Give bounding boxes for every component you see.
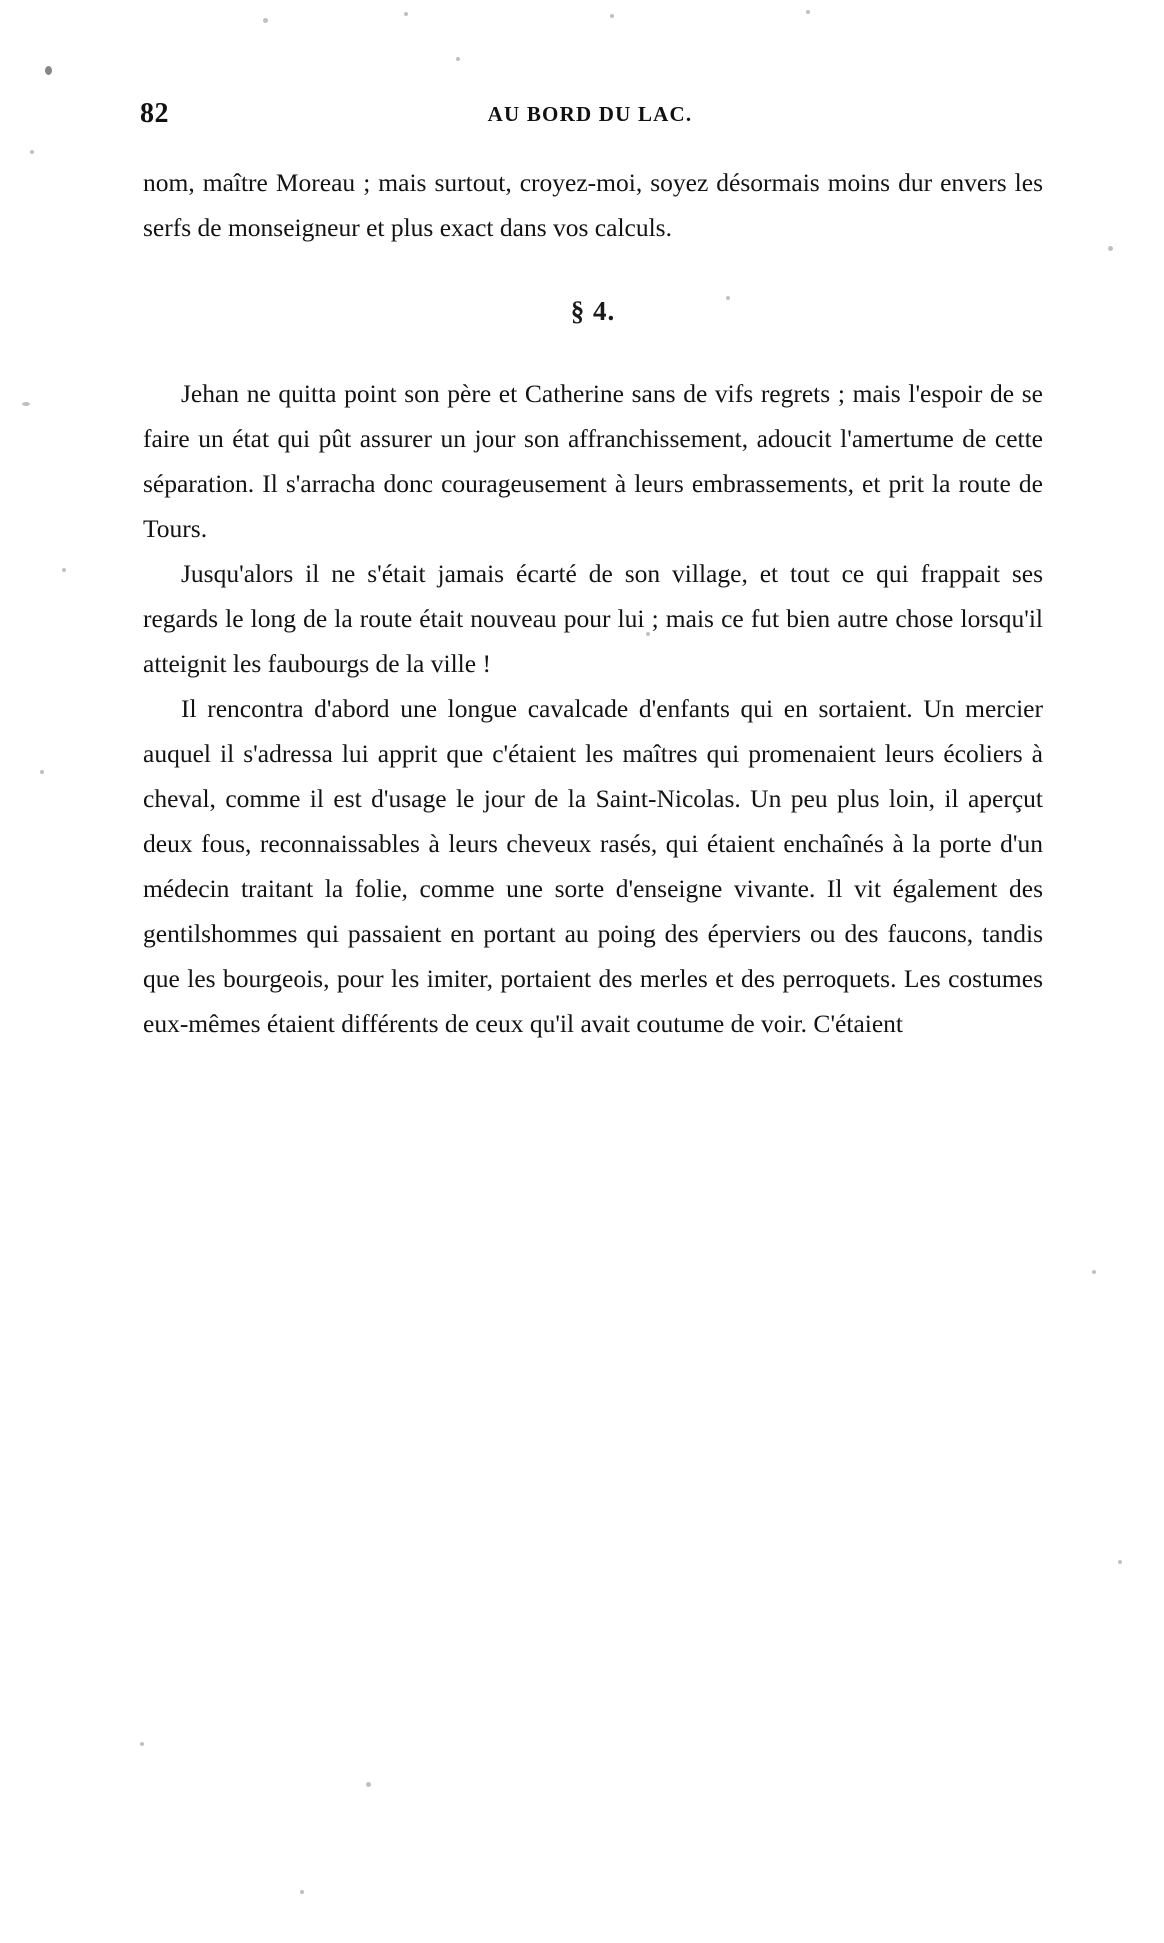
paragraph: Il rencontra d'abord une longue cavalcade d'enfants qui en sortaient. Un mercier auquel il s'adressa lui apprit que c'étaient les maîtres qui promenaient leurs écoliers à cheval, comme il est d'usage le jour de la Saint-Nicolas. Un peu plus loin, il aperçut deux fous, reconnaissables à leurs cheveux rasés, qui étaient enchaînés à la porte d'un médecin traitant la folie, comme une sorte d'enseigne vivante. Il vit également des gentilshommes qui passaient en portant au poing des éperviers ou des faucons, tandis que les bourgeois, pour les imiter, portaient des merles et des perroquets. Les costumes eux-mêmes étaient différents de ceux qu'il avait coutume de voir. C'étaient [143, 694, 1043, 1038]
scan-speck [22, 402, 30, 406]
page-header [140, 98, 1040, 138]
scan-speck [366, 1782, 371, 1787]
scan-speck [404, 12, 408, 16]
scan-speck [1118, 1560, 1122, 1564]
scan-speck [1108, 246, 1113, 251]
running-head: AU BORD DU LAC. [487, 102, 693, 126]
scan-speck [140, 1742, 144, 1746]
scan-speck [610, 14, 614, 18]
paragraph: Jehan ne quitta point son père et Catherine sans de vifs regrets ; mais l'espoir de se faire un état qui pût assurer un jour son affranchissement, adoucit l'amertume de cette séparation. Il s'arracha donc courageusement à leurs embrassements, et prit la route de Tours. [143, 379, 1043, 543]
paragraph: nom, maître Moreau ; mais surtout, croyez-moi, soyez désormais moins dur envers les serfs de monseigneur et plus exact dans vos calculs. [143, 168, 1043, 242]
scan-speck [40, 770, 44, 774]
scan-speck [45, 66, 52, 75]
scan-speck [62, 568, 66, 572]
scan-speck [806, 10, 810, 14]
scan-speck [263, 18, 268, 23]
scan-speck [30, 150, 34, 154]
scan-speck [1092, 1270, 1096, 1274]
paragraph: Jusqu'alors il ne s'était jamais écarté de son village, et tout ce qui frappait ses regards le long de la route était nouveau pour lui ; mais ce fut bien autre chose lorsqu'il atteignit les faubourgs de la ville ! [143, 559, 1043, 678]
section-mark: § 4. [570, 296, 616, 326]
page-number: 82 [140, 98, 169, 129]
scan-speck [300, 1890, 304, 1894]
text-block [143, 160, 1043, 1046]
scan-speck [456, 57, 460, 61]
